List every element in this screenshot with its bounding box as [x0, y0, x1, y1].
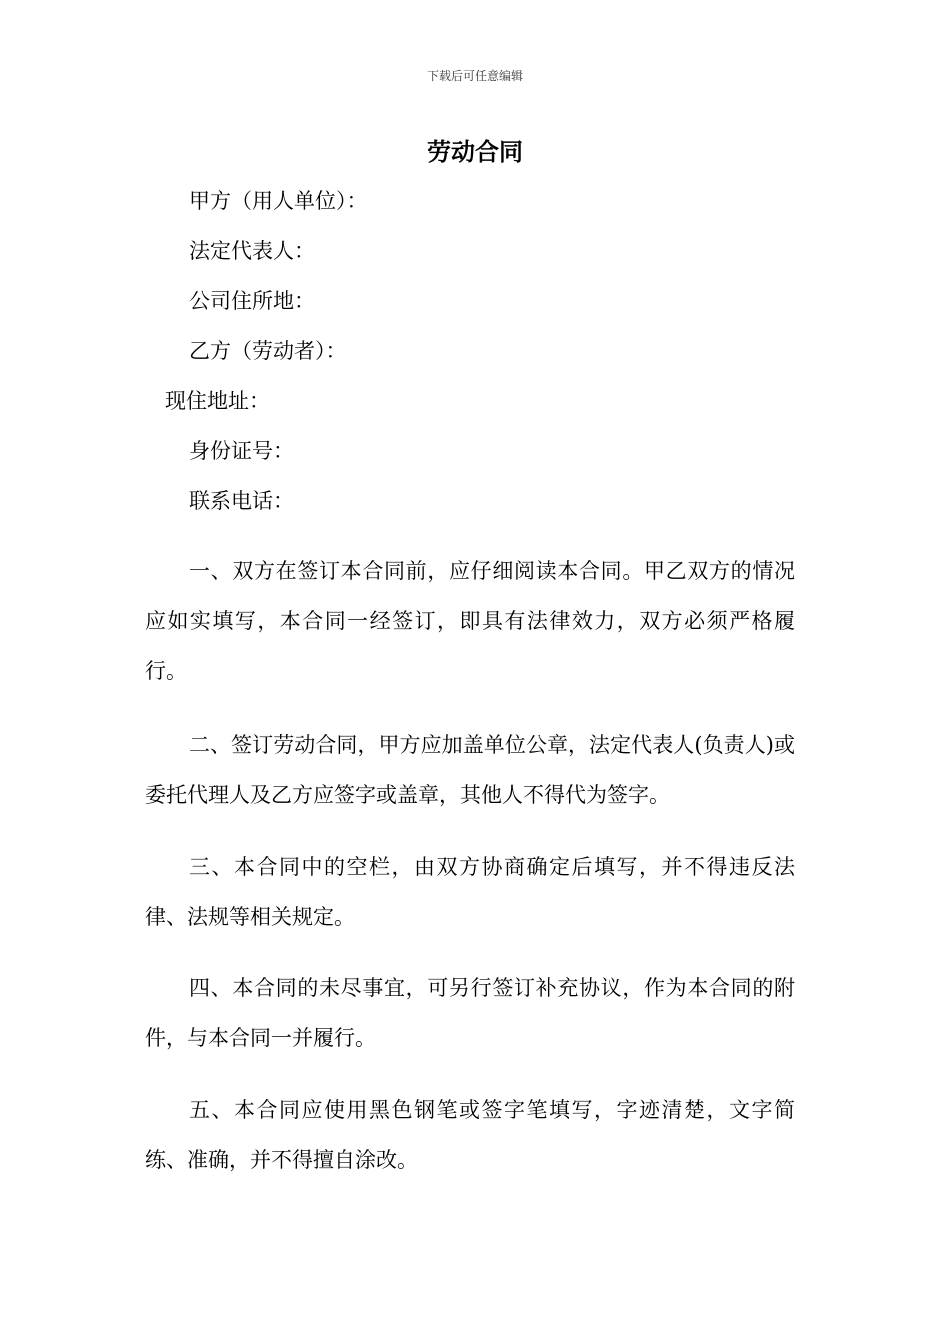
- field-legal-representative: 法定代表人：: [189, 239, 315, 263]
- header-note: 下载后可任意编辑: [426, 69, 523, 83]
- field-party-b: 乙方（劳动者）：: [189, 339, 347, 363]
- clause-5: 五、本合同应使用黑色钢笔或签字笔填写，字迹清楚，文字简练、准确，并不得擅自涂改。: [145, 1098, 795, 1172]
- field-party-a: 甲方（用人单位）：: [189, 189, 368, 213]
- field-id-number: 身份证号：: [189, 439, 294, 463]
- field-current-address: 现住地址：: [165, 389, 270, 413]
- field-company-address: 公司住所地：: [189, 289, 315, 313]
- document-title: 劳动合同: [427, 137, 523, 166]
- clause-3: 三、本合同中的空栏，由双方协商确定后填写，并不得违反法律、法规等相关规定。: [145, 855, 795, 929]
- clause-4: 四、本合同的未尽事宜，可另行签订补充协议，作为本合同的附件，与本合同一并履行。: [145, 976, 795, 1050]
- clause-2: 二、签订劳动合同，甲方应加盖单位公章，法定代表人(负责人)或委托代理人及乙方应签字或盖章，其他人不得代为签字。: [145, 733, 795, 807]
- field-phone: 联系电话：: [189, 489, 294, 513]
- clause-1: 一、双方在签订本合同前，应仔细阅读本合同。甲乙双方的情况应如实填写，本合同一经签订，即具有法律效力，双方必须严格履行。: [145, 559, 795, 683]
